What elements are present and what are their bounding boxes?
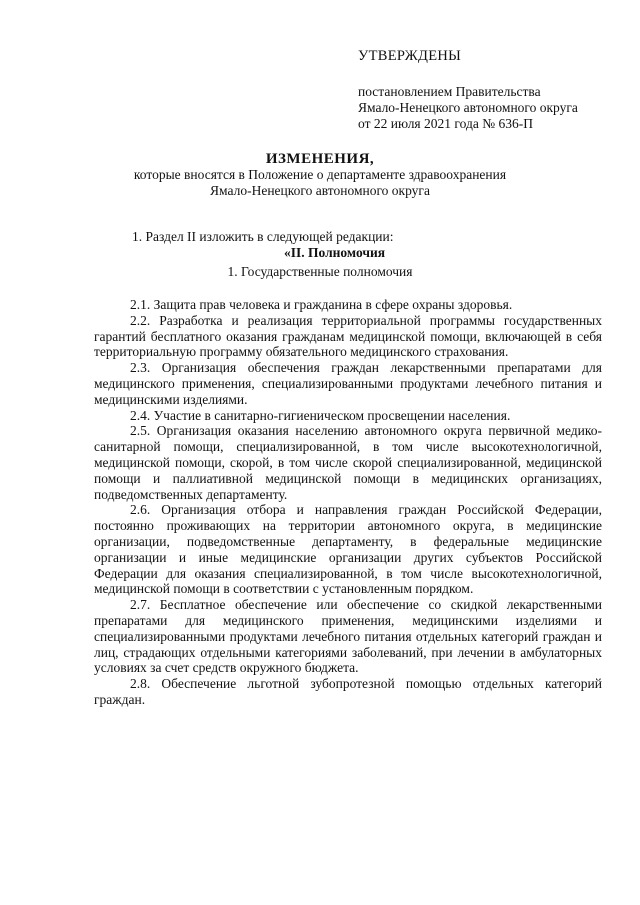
approval-line-2: Ямало-Ненецкого автономного округа bbox=[358, 100, 578, 115]
list-item: 2.5. Организация оказания населению автономного округа первичной медико-санитарной помощи, специализированной, в том числе высокотехнологичной, медицинской помощи, скорой, в том числе скорой специализированной, медицинской помощи и паллиативной медицинской помощи в медицинских организациях, подведомственных департаменту. bbox=[94, 423, 602, 502]
list-item: 2.8. Обеспечение льготной зубопротезной помощью отдельных категорий граждан. bbox=[94, 676, 602, 707]
document-subtitle-line-1: которые вносятся в Положение о департаменте здравоохранения bbox=[133, 167, 507, 182]
section-intro: 1. Раздел II изложить в следующей редакции: bbox=[132, 229, 394, 244]
items-list bbox=[94, 297, 602, 708]
list-item: 2.4. Участие в санитарно-гигиеническом просвещении населения. bbox=[130, 407, 511, 423]
list-item: 2.7. Бесплатное обеспечение или обеспечение со скидкой лекарственными препаратами для медицинского применения, медицинскими изделиями и специализированными продуктами лечебного питания отдельных категорий граждан и лиц, страдающих отдельными категориями заболеваний, при лечении в амбулаторных условиях за счет средств окружного бюджета. bbox=[94, 597, 602, 676]
document-title: ИЗМЕНЕНИЯ, bbox=[265, 151, 375, 167]
list-item: 2.1. Защита прав человека и гражданина в сфере охраны здоровья. bbox=[130, 297, 513, 312]
list-item: 2.2. Разработка и реализация территориальной программы государственных гарантий бесплатного оказания гражданам медицинской помощи, включающей в себя территориальную программу обязательного медицинского страхования. bbox=[94, 312, 602, 360]
section-heading: «II. Полномочия bbox=[284, 245, 386, 260]
list-item: 2.3. Организация обеспечения граждан лекарственными препаратами для медицинского применения, специализированными продуктами лечебного питания и медицинскими изделиями. bbox=[94, 360, 602, 407]
list-item: 2.6. Организация отбора и направления граждан Российской Федерации, постоянно проживающих на территории автономного округа, в медицинские организации, подведомственные департаменту, в федеральные медицинские организации и иные медицинские организации других субъектов Российской Федерации для оказания специализированной, в том числе высокотехнологичной, медицинской помощи в соответствии с установленным порядком. bbox=[94, 502, 602, 597]
approval-heading: УТВЕРЖДЕНЫ bbox=[358, 48, 462, 64]
approval-line-1: постановлением Правительства bbox=[358, 84, 541, 99]
section-subheading: 1. Государственные полномочия bbox=[227, 264, 413, 279]
document-subtitle-line-2: Ямало-Ненецкого автономного округа bbox=[210, 183, 430, 198]
approval-line-3: от 22 июля 2021 года № 636-П bbox=[358, 116, 533, 131]
